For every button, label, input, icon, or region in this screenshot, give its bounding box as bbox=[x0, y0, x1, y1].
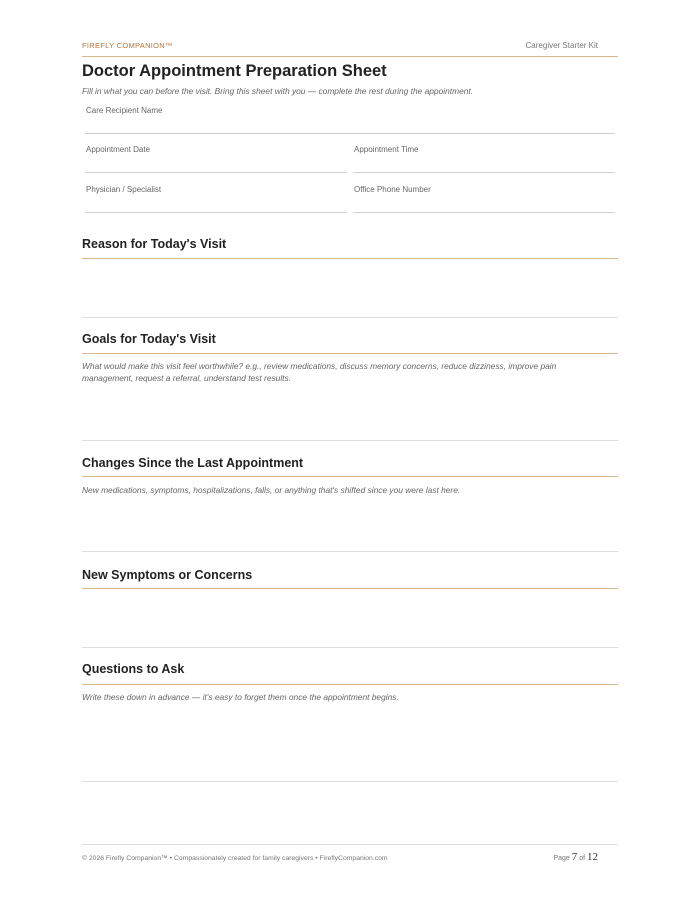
office-phone-field[interactable] bbox=[350, 185, 618, 213]
header-divider bbox=[82, 56, 618, 57]
goals-section-title: Goals for Today's Visit bbox=[82, 332, 216, 346]
page-of: of bbox=[579, 855, 586, 862]
footer-copyright: © 2026 Firefly Companion™ • Compassionately created for family caregivers • FireflyCompanion.com bbox=[82, 855, 388, 862]
symptoms-section-title: New Symptoms or Concerns bbox=[82, 568, 253, 582]
goals-writing-area-end[interactable] bbox=[82, 440, 618, 441]
goals-section-divider bbox=[82, 353, 618, 354]
appointment-time-field[interactable] bbox=[350, 145, 618, 173]
page-word: Page bbox=[553, 855, 570, 862]
physician-field[interactable] bbox=[82, 185, 350, 213]
appointment-time-line bbox=[353, 172, 615, 173]
changes-section-note: New medications, symptoms, hospitalizations, falls, or anything that's shifted since you were last here. bbox=[82, 485, 461, 495]
office-phone-label: Office Phone Number bbox=[354, 185, 431, 194]
appointment-date-line bbox=[85, 172, 347, 173]
page-current: 7 bbox=[571, 851, 578, 863]
page-number bbox=[553, 851, 598, 863]
symptoms-section-divider bbox=[82, 588, 618, 589]
questions-section-title: Questions to Ask bbox=[82, 662, 185, 676]
page-header bbox=[82, 41, 598, 57]
appointment-date-label: Appointment Date bbox=[86, 145, 151, 154]
physician-label: Physician / Specialist bbox=[86, 185, 162, 194]
page-title: Doctor Appointment Preparation Sheet bbox=[82, 62, 387, 80]
care-recipient-field[interactable] bbox=[82, 106, 618, 134]
footer-divider bbox=[82, 844, 618, 845]
questions-section-note: Write these down in advance — it's easy to forget them once the appointment begins. bbox=[82, 692, 399, 702]
appointment-time-label: Appointment Time bbox=[354, 145, 419, 154]
reason-writing-area-end[interactable] bbox=[82, 317, 618, 318]
changes-writing-area-end[interactable] bbox=[82, 551, 618, 552]
questions-writing-area-end[interactable] bbox=[82, 781, 618, 782]
brand-name: FIREFLY COMPANION™ bbox=[82, 41, 173, 50]
physician-line bbox=[85, 212, 347, 213]
care-recipient-label: Care Recipient Name bbox=[86, 106, 163, 115]
changes-section-title: Changes Since the Last Appointment bbox=[82, 456, 304, 470]
symptoms-writing-area-end[interactable] bbox=[82, 647, 618, 648]
office-phone-line bbox=[353, 212, 615, 213]
appointment-date-field[interactable] bbox=[82, 145, 350, 173]
kit-name: Caregiver Starter Kit bbox=[525, 41, 598, 50]
reason-section-title: Reason for Today's Visit bbox=[82, 237, 227, 251]
changes-section-divider bbox=[82, 476, 618, 477]
page-subtitle: Fill in what you can before the visit. Bring this sheet with you — complete the rest during the appointment. bbox=[82, 86, 474, 96]
goals-section-note: What would make this visit feel worthwhile? e.g., review medications, discuss memory concerns, reduce dizziness, improve pain management, request a referral, understand test results. bbox=[82, 361, 557, 383]
page-total: 12 bbox=[587, 851, 598, 863]
questions-section-divider bbox=[82, 684, 618, 685]
reason-section-divider bbox=[82, 258, 618, 259]
care-recipient-line bbox=[85, 133, 615, 134]
